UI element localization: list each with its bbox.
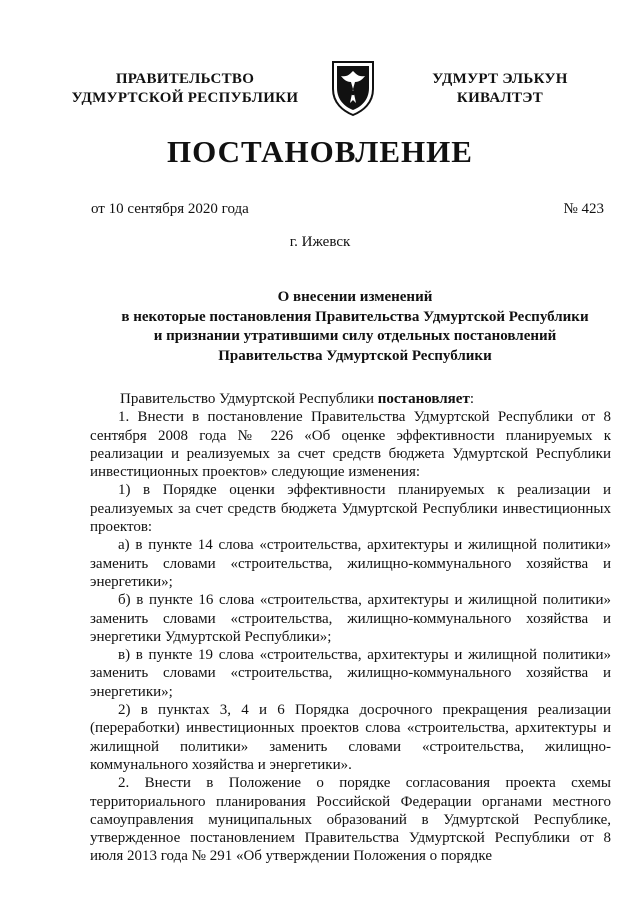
issuer-russian-line2: УДМУРТСКОЙ РЕСПУБЛИКИ — [71, 90, 299, 106]
paragraph: 1. Внести в постановление Правительства Удмуртской Республики от 8 сентября 2008 года № 226 «Об оценке эффективности планируемых к реализации и реализуемых за счет средств бюджета Удмуртской Республики инвестиционных проектов» следующие изменения: — [90, 409, 611, 481]
document-body — [90, 390, 611, 866]
subject-line-1: О внесении изменений — [277, 289, 433, 305]
paragraph: 1) в Порядке оценки эффективности планируемых к реализации и реализуемых за счет средств бюджета Удмуртской Республики инвестиционных проектов: — [90, 482, 611, 536]
preamble — [90, 390, 611, 408]
document-city: г. Ижевск — [289, 234, 351, 250]
subject-line-2: в некоторые постановления Правительства Удмуртской Республики — [121, 308, 589, 325]
document-type-title: ПОСТАНОВЛЕНИЕ — [167, 134, 473, 169]
document-number: № 423 — [563, 201, 604, 217]
paragraph: а) в пункте 14 слова «строительства, архитектуры и жилищной политики» заменить словами «строительства, жилищно-коммунального хозяйства и энергетики»; — [90, 537, 611, 590]
issuer-russian-line1: ПРАВИТЕЛЬСТВО — [115, 71, 255, 87]
paragraph: в) в пункте 19 слова «строительства, архитектуры и жилищной политики» заменить словами «строительства, жилищно-коммунального хозяйства и энергетики»; — [90, 647, 611, 700]
paragraph: б) в пункте 16 слова «строительства, архитектуры и жилищной политики» заменить словами «строительства, жилищно-коммунального хозяйства и энергетики Удмуртской Республики»; — [90, 592, 611, 645]
document-subject — [90, 288, 620, 366]
udmurt-coat-of-arms-icon — [330, 59, 376, 117]
preamble-text: Правительство Удмуртской Республики — [120, 391, 378, 407]
issuer-udmurt-line1: УДМУРТ ЭЛЬКУН — [432, 71, 568, 87]
paragraph: 2. Внести в Положение о порядке согласования проекта схемы территориального планирования Российской Федерации органами местного самоуправления муниципальных образований в Удмуртской Республике, утвержденное постановлением Правительства Удмуртской Республики от 8 июля 2013 года № 291 «Об утверждении Положения о порядке — [90, 775, 611, 865]
issuer-russian — [70, 70, 300, 108]
subject-line-3: и признании утратившими силу отдельных постановлений — [153, 328, 557, 344]
preamble-colon: : — [469, 391, 474, 407]
issuer-udmurt — [400, 70, 600, 108]
preamble-verb: постановляет — [377, 391, 470, 407]
subject-line-4: Правительства Удмуртской Республики — [218, 347, 492, 364]
paragraph: 2) в пунктах 3, 4 и 6 Порядка досрочного прекращения реализации (переработки) инвестиционных проектов слова «строительства, архитектуры и жилищной политики» заменить словами «строительства, жилищно-коммунального хозяйства и энергетики». — [90, 702, 611, 773]
document-date: от 10 сентября 2020 года — [91, 201, 249, 217]
issuer-udmurt-line2: КИВАЛТЭТ — [456, 90, 544, 106]
